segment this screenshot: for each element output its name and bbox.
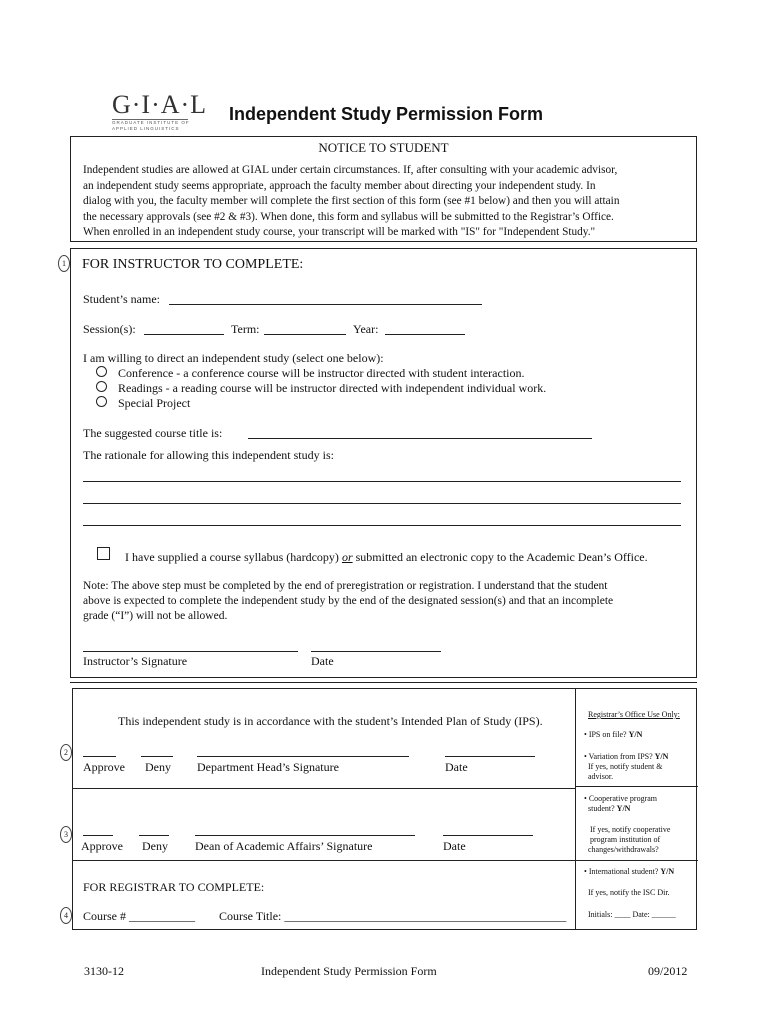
section-number-4: 4 [60,907,72,924]
dept-head-signature-line[interactable] [197,756,409,757]
rationale-line[interactable] [83,525,681,526]
deny-line-3[interactable] [139,835,169,836]
ips-on-file: • IPS on file? Y/N [584,730,643,739]
instructor-signature-label: Instructor’s Signature [83,654,188,668]
approval-section [72,688,697,930]
coop-1: • Cooperative program [584,794,658,803]
approval-divider [73,788,575,789]
deny-line-2[interactable] [141,756,173,757]
footer-date: 09/2012 [648,964,688,978]
note-line: grade (“I”) will not be allowed. [83,610,228,622]
notice-line: dialog with you, the faculty member will complete the first section of this form (see #1 below) and then you will attain [83,195,620,207]
syllabus-or: or [341,550,353,564]
instructor-date-line[interactable] [311,651,441,652]
term-label: Term: [231,322,260,336]
notice-heading: NOTICE TO STUDENT [318,140,449,155]
section-number-1: 1 [58,255,70,272]
readings-option: Readings - a reading course will be instructor directed with independent individual work. [118,381,547,395]
notice-line: Independent studies are allowed at GIAL under certain circumstances. If, after consulting with your academic advisor, [83,164,618,176]
approval-divider [73,860,575,861]
instructor-signature-line[interactable] [83,651,298,652]
rationale-label: The rationale for allowing this independent study is: [83,448,334,462]
approve-line-2[interactable] [83,756,116,757]
variation-note-1: If yes, notify student & [588,762,663,771]
dean-signature-label: Dean of Academic Affairs’ Signature [195,839,373,853]
note-line: Note: The above step must be completed by the end of preregistration or registration. I understand that the student [83,580,608,592]
approve-line-3[interactable] [83,835,113,836]
special-project-radio[interactable] [96,396,107,407]
students-name-field[interactable] [169,304,482,305]
logo-text: G·I·A·L [112,90,208,119]
logo-subtitle-1: GRADUATE INSTITUTE OF [112,120,190,125]
logo-subtitle-2: APPLIED LINGUISTICS [112,126,180,131]
note-text [83,579,683,624]
course-title-label: The suggested course title is: [83,426,223,440]
dept-head-signature-label: Department Head’s Signature [197,760,339,774]
notice-body [83,163,687,241]
variation-yn: Y/N [654,752,669,761]
office-divider [576,786,698,787]
deny-label: Deny [145,760,171,774]
gial-logo [112,90,208,132]
dean-date-line[interactable] [443,835,533,836]
syllabus-statement [125,550,648,565]
conference-option: Conference - a conference course will be instructor directed with student interaction. [118,366,525,380]
section-number-3: 3 [60,826,72,843]
instructor-heading: FOR INSTRUCTOR TO COMPLETE: [82,257,304,272]
sessions-label: Session(s): [83,322,136,336]
note-line: above is expected to complete the independent study by the end of the designated session(s) and that an incomplete [83,595,614,607]
course-title-field[interactable] [248,438,592,439]
year-label: Year: [353,322,379,336]
section-number-2: 2 [60,744,72,761]
office-use-column [575,689,698,929]
section-divider [70,682,697,683]
variation-note-2: advisor. [588,772,614,781]
coop-note-3: changes/withdrawals? [588,845,659,854]
dept-head-date-line[interactable] [445,756,535,757]
form-title: Independent Study Permission Form [229,104,544,124]
ips-yn: Y/N [628,730,643,739]
year-field[interactable] [385,334,465,335]
footer-title: Independent Study Permission Form [261,964,437,978]
coop-label: Cooperative program [588,794,658,803]
notice-line: the necessary approvals (see #2 & #3). When done, this form and syllabus will be submitted to the Registrar’s Office. [83,210,614,223]
intl-yn: Y/N [660,867,675,876]
syllabus-text-start: I have supplied a course syllabus (hardcopy) [125,550,342,564]
office-use-heading: Registrar’s Office Use Only: [588,710,680,719]
students-name-row [83,292,160,307]
syllabus-checkbox[interactable] [97,547,110,560]
notice-line: an independent study seems appropriate, approach the faculty member about directing your independent study. In [83,179,596,192]
ips-statement: This independent study is in accordance with the student’s Intended Plan of Study (IPS). [118,714,543,728]
intl-label: International student? [588,867,659,876]
registrar-course-number[interactable]: Course # ___________ [83,909,195,923]
registrar-course-title[interactable]: Course Title: _______________________________________________ [219,909,567,923]
notice-box [70,136,697,242]
dean-date-label: Date [443,839,466,853]
deny-label: Deny [142,839,168,853]
readings-radio[interactable] [96,381,107,392]
footer-code: 3130-12 [84,964,124,978]
dept-head-date-label: Date [445,760,468,774]
intl-note: If yes, notify the ISC Dir. [588,888,670,897]
instructor-date-label: Date [311,654,334,668]
coop-yn: Y/N [616,804,631,813]
coop-note-2: program institution of [590,835,661,844]
special-project-option: Special Project [118,396,191,410]
initials-date: Initials: ____ Date: ______ [588,910,676,919]
registrar-heading: FOR REGISTRAR TO COMPLETE: [83,880,265,894]
rationale-line[interactable] [83,503,681,504]
variation-label: Variation from IPS? [588,752,653,761]
conference-radio[interactable] [96,366,107,377]
willing-statement: I am willing to direct an independent study (select one below): [83,351,384,365]
coop-2 [588,804,630,814]
term-field[interactable] [264,334,346,335]
syllabus-text-end: submitted an electronic copy to the Academic Dean’s Office. [352,550,648,564]
approve-label: Approve [83,760,125,774]
dean-signature-line[interactable] [195,835,415,836]
notice-line: When enrolled in an independent study course, your transcript will be marked with "IS" for "Independent Study." [83,226,596,238]
coop-label-2: student? [588,804,615,813]
intl-student: • International student? Y/N [584,867,675,876]
office-divider [576,860,698,861]
rationale-line[interactable] [83,481,681,482]
ips-on-file-label: IPS on file? [588,730,627,739]
students-name-label: Student’s name: [83,292,160,306]
approve-label: Approve [81,839,123,853]
instructor-section [70,248,697,678]
variation: • Variation from IPS? Y/N [584,752,669,761]
coop-note-1: If yes, notify cooperative [590,825,671,834]
sessions-field[interactable] [144,334,224,335]
